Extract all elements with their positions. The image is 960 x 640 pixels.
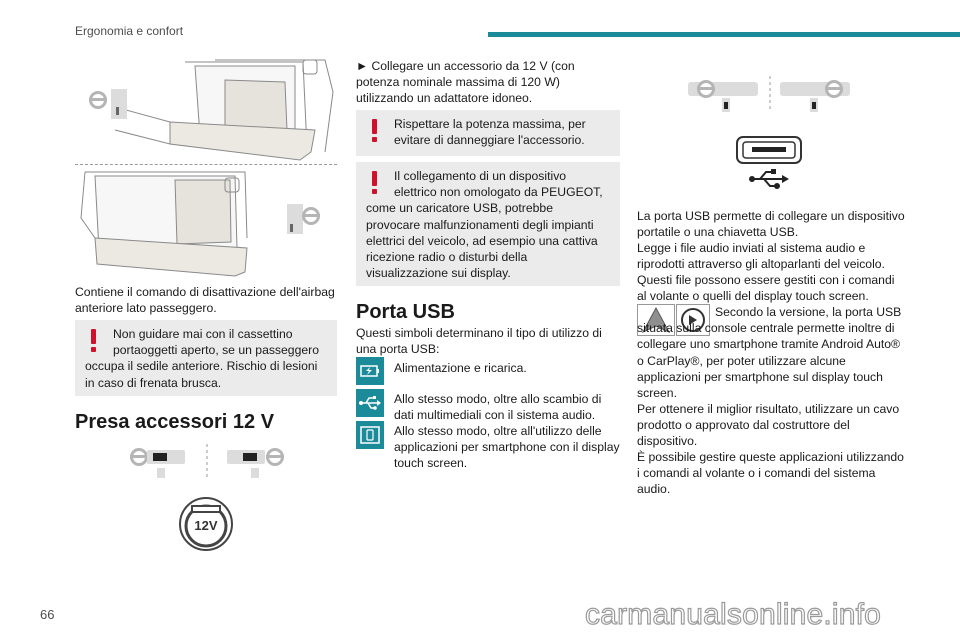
- usb-trident-icon: [748, 168, 790, 190]
- step-connect-accessory: ► Collegare un accessorio da 12 V (con potenza nominale massima di 120 W) utilizzando un adattatore idoneo.: [356, 59, 575, 106]
- usb-para3: Questi file possono essere gestiti con i comandi al volante o quelli del display touch screen.: [637, 273, 895, 304]
- usb-para2: Legge i file audio inviati al sistema audio e riprodotti attraverso gli altoparlanti del veicolo.: [637, 241, 885, 272]
- divider-dashed: [75, 164, 337, 165]
- usb-para4: Secondo la versione, la porta USB situata sulla console centrale permette inoltre di collegare uno smartphone tramite Android Auto® o CarPlay®, per poter utilizzare alcune applicazioni per smartphone sul display touch screen.: [637, 305, 902, 401]
- glovebox-illustration-bottom: [75, 168, 337, 278]
- symbol1-text: Alimentazione e ricarica.: [394, 361, 527, 375]
- steering-wheel-icon: [780, 80, 850, 112]
- usb-location-icons: [688, 74, 853, 116]
- usb-para6: È possibile gestire queste applicazioni utilizzando i comandi al volante o i comandi del sistema audio.: [637, 450, 904, 497]
- symbol2-text: Allo stesso modo, oltre allo scambio di dati multimediali con il sistema audio.: [394, 392, 602, 423]
- usb-symbol-icon: [356, 389, 384, 417]
- 12v-location-icons: [125, 442, 290, 480]
- section-title: Ergonomia e confort: [75, 24, 184, 38]
- charge-symbol-icon: [356, 357, 384, 385]
- warning-power-text: Rispettare la potenza massima, per evitare di danneggiare l'accessorio.: [394, 117, 586, 148]
- glovebox-illustration-top: [75, 52, 337, 164]
- usb-port-icon: [736, 136, 802, 164]
- usb-para5: Per ottenere il miglior risultato, utilizzare un cavo prodotto o approvato dal costruttore del dispositivo.: [637, 402, 900, 449]
- steering-wheel-icon: [287, 204, 320, 234]
- usb-para1: La porta USB permette di collegare un dispositivo portatile o una chiavetta USB.: [637, 209, 905, 240]
- heading-usb: Porta USB: [356, 301, 455, 323]
- steering-wheel-icon: [688, 80, 758, 112]
- usb-intro: Questi simboli determinano il tipo di utilizzo di una porta USB:: [356, 326, 602, 357]
- airbag-text: Contiene il comando di disattivazione dell'airbag anteriore lato passeggero.: [75, 285, 335, 316]
- smartphone-symbol-icon: [356, 421, 384, 449]
- warning-power: [356, 110, 620, 156]
- warning-icon: [85, 327, 107, 353]
- page-number: 66: [40, 607, 55, 622]
- warning-device: [356, 162, 620, 286]
- steering-wheel-icon: [130, 448, 185, 478]
- header-accent-bar: [488, 32, 960, 37]
- steering-wheel-icon: [89, 89, 127, 119]
- socket-label: 12V: [194, 518, 218, 533]
- steering-wheel-icon: [227, 448, 284, 478]
- warning-glovebox-text: Non guidare mai con il cassettino portaoggetti aperto, se un passeggero occupa il sedile anteriore. Rischio di lesioni in caso di frenata brusca.: [85, 327, 319, 390]
- warning-glovebox: [75, 320, 337, 396]
- 12v-socket-icon: [178, 496, 234, 552]
- warning-icon: [366, 169, 388, 195]
- heading-12v: Presa accessori 12 V: [75, 411, 275, 433]
- warning-icon: [366, 117, 388, 143]
- watermark: carmanualsonline.info: [585, 598, 882, 631]
- symbol3-text: Allo stesso modo, oltre all'utilizzo delle applicazioni per smartphone con il display touch screen.: [394, 424, 620, 471]
- warning-device-text: Il collegamento di un dispositivo elettrico non omologato da PEUGEOT, come un caricatore USB, potrebbe provocare malfunzionamenti degli impianti elettrici del veicolo, ad esempio una cattiva ricezione radio o disturbi della visualizzazione sui display.: [366, 169, 603, 281]
- symbol3-text-start: [394, 423, 620, 472]
